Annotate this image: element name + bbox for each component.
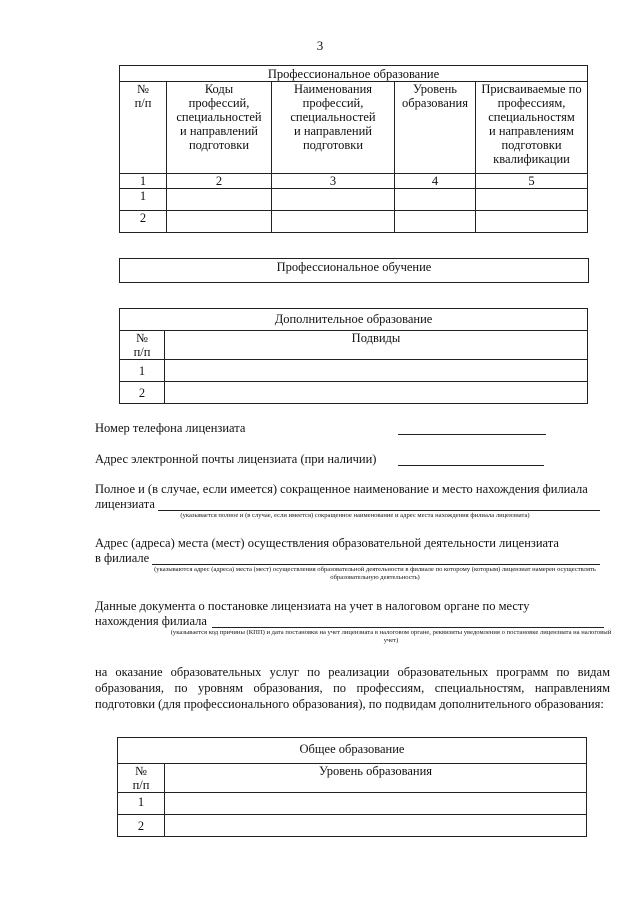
email-field[interactable]: [398, 465, 544, 466]
table-cell[interactable]: [167, 189, 272, 211]
col-number: 4: [395, 174, 476, 189]
table-row: [120, 189, 588, 211]
col-number: 2: [167, 174, 272, 189]
phone-field[interactable]: [398, 434, 546, 435]
header-names: Наименования профессий, специальностей и направлений подготовки: [272, 82, 395, 174]
table-cell[interactable]: [476, 189, 588, 211]
table-row: [118, 815, 587, 837]
header-codes: Коды профессий, специальностей и направлений подготовки: [167, 82, 272, 174]
table-cell[interactable]: [395, 189, 476, 211]
col-number: 1: [120, 174, 167, 189]
table-row: [118, 793, 587, 815]
header-number: № п/п: [120, 331, 165, 360]
branch-name-hint: (указывается полное и (в случае, если имеется) сокращенное наименование и адрес места нахождения филиала лицензиата): [180, 512, 530, 519]
header-number: № п/п: [118, 764, 165, 793]
phone-label: Номер телефона лицензиата: [95, 421, 246, 435]
address-hint: (указываются адрес (адреса) места (мест) осуществления образовательной деятельности в филиале по которому (которым) лицензиат намерен осуществлять образовательную деятельность): [154, 566, 596, 581]
col-number: 3: [272, 174, 395, 189]
prof-training-box: [119, 258, 589, 283]
header-number: № п/п: [120, 82, 167, 174]
prof-training-title: Профессиональное обучение: [276, 260, 432, 274]
tax-hint: (указывается код причины (КПП) и дата постановки на учет лицензиата в налоговом органе, реквизиты уведомления о постановке лицензиата на налоговый учет): [170, 629, 612, 644]
table-cell[interactable]: [165, 360, 588, 382]
table-cell[interactable]: [165, 815, 587, 837]
row-number: 2: [120, 211, 167, 233]
general-education-title: Общее образование: [118, 738, 587, 764]
header-level: Уровень образования: [165, 764, 587, 793]
prof-education-table: [119, 65, 588, 233]
prof-education-title: Профессиональное образование: [120, 66, 588, 82]
header-subtypes: Подвиды: [165, 331, 588, 360]
row-number: 1: [120, 360, 165, 382]
row-number: 2: [120, 382, 165, 404]
address-label-cont: в филиале: [95, 551, 150, 565]
table-cell[interactable]: [395, 211, 476, 233]
table-cell[interactable]: [272, 211, 395, 233]
table-cell[interactable]: [165, 793, 587, 815]
row-number: 1: [118, 793, 165, 815]
branch-name-field[interactable]: [158, 510, 600, 511]
table-row: [120, 382, 588, 404]
table-row: [120, 211, 588, 233]
table-cell[interactable]: [165, 382, 588, 404]
table-row: [120, 360, 588, 382]
tax-field[interactable]: [212, 627, 604, 628]
tax-label: Данные документа о постановке лицензиата на учет в налоговом органе по месту: [95, 599, 530, 613]
col-number: 5: [476, 174, 588, 189]
header-qualifications: Присваиваемые по профессиям, специальностям и направлениям подготовки квалификации: [476, 82, 588, 174]
services-paragraph: на оказание образовательных услуг по реализации образовательных программ по видам образования, по уровням образования, по профессиям, специальностям, направлениям подготовки (для профессионального образования), по подвидам дополнительного образования:: [95, 665, 610, 711]
tax-label-cont: нахождения филиала: [95, 614, 207, 628]
header-level: Уровень образования: [395, 82, 476, 174]
page-number: 3: [316, 38, 324, 53]
address-field[interactable]: [152, 564, 600, 565]
row-number: 1: [120, 189, 167, 211]
general-education-table: [117, 737, 587, 837]
table-cell[interactable]: [167, 211, 272, 233]
email-label: Адрес электронной почты лицензиата (при наличии): [95, 452, 377, 466]
additional-education-table: [119, 308, 588, 404]
table-cell[interactable]: [272, 189, 395, 211]
additional-education-title: Дополнительное образование: [120, 309, 588, 331]
branch-name-label-cont: лицензиата: [95, 497, 155, 511]
branch-name-label: Полное и (в случае, если имеется) сокращенное наименование и место нахождения филиала: [95, 482, 588, 496]
table-cell[interactable]: [476, 211, 588, 233]
row-number: 2: [118, 815, 165, 837]
address-label: Адрес (адреса) места (мест) осуществления образовательной деятельности лицензиата: [95, 536, 559, 550]
